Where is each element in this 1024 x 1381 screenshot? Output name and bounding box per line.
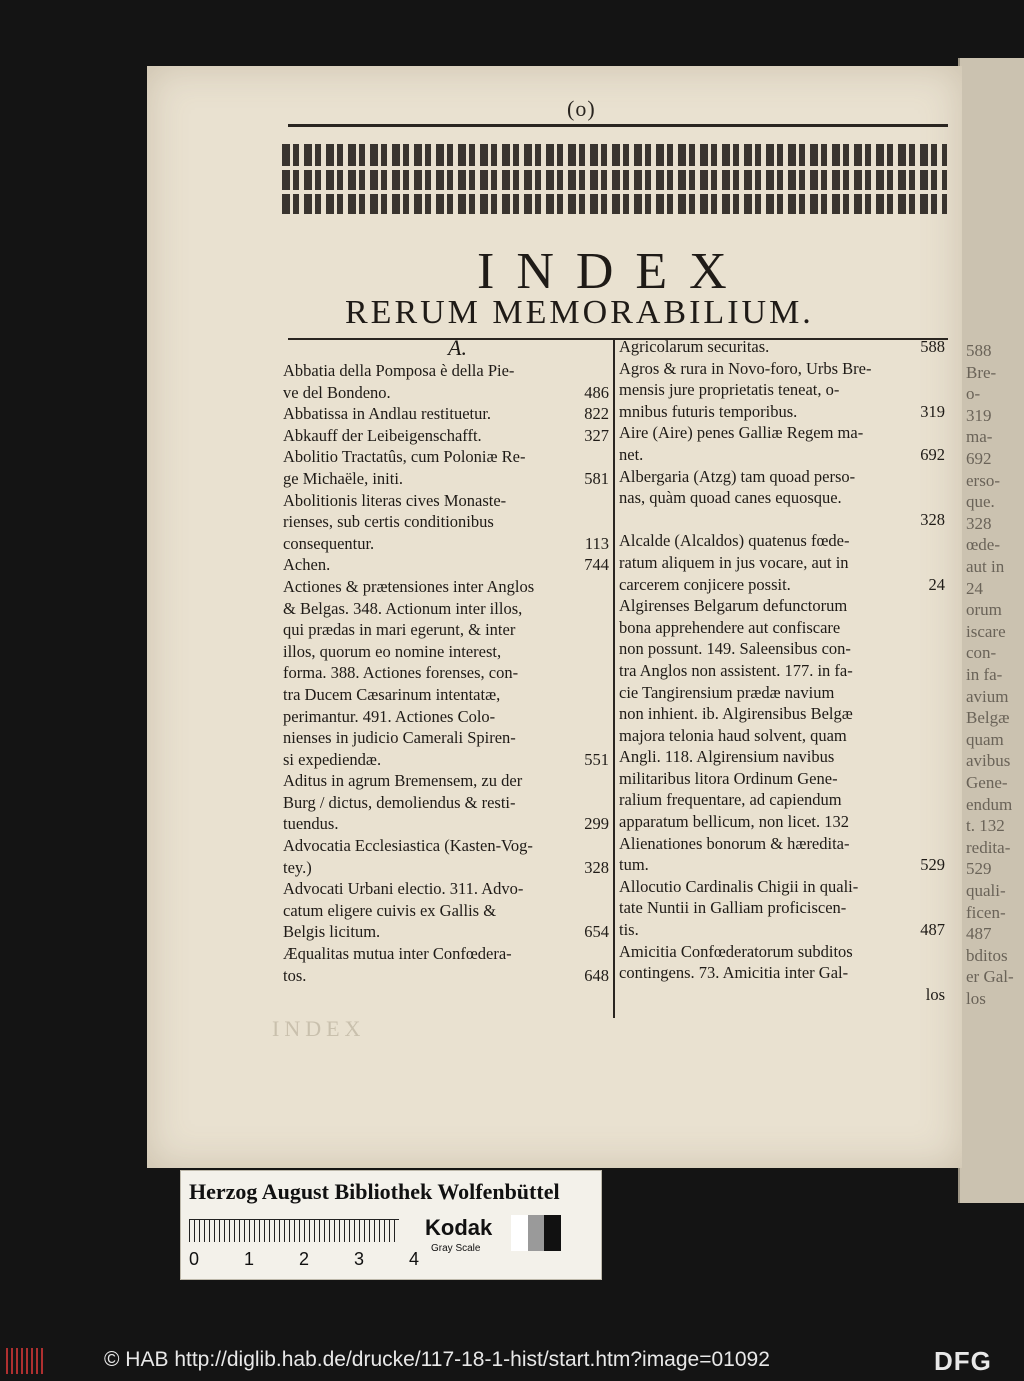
index-entry-line <box>619 660 945 682</box>
entry-text: Agros & rura in Novo-foro, Urbs Bre- <box>619 358 872 378</box>
entry-text: Algirenses Belgarum defunctorum <box>619 596 848 616</box>
facing-page-text: redita- <box>966 837 1011 857</box>
page-number <box>603 706 609 728</box>
page-number: 822 <box>584 404 609 424</box>
entry-text: Abbatia della Pomposa è della Pie- <box>283 361 515 380</box>
facing-page-text: 24 <box>966 578 983 598</box>
entry-text: Actiones & prætensiones inter Anglos <box>283 576 535 596</box>
gray-swatch <box>528 1215 545 1251</box>
index-entry-line <box>619 833 945 855</box>
index-entry-line <box>619 638 945 660</box>
entry-text: Amicitia Confœderatorum subditos <box>619 941 853 961</box>
entry-text: tey.) <box>283 857 312 877</box>
entry-text: Abolitio Tractatûs, cum Poloniæ Re- <box>283 447 526 467</box>
index-entry-line <box>283 554 609 576</box>
page-number <box>939 466 945 488</box>
page-number <box>603 598 609 620</box>
dfg-logo: DFG <box>934 1346 992 1376</box>
entry-text: Aire (Aire) penes Galliæ Regem ma- <box>619 423 864 443</box>
index-entry-line <box>283 425 609 447</box>
ruler-ticks <box>189 1249 419 1270</box>
index-entry-line <box>619 466 945 488</box>
page-number: 551 <box>584 749 609 769</box>
entry-text: qui prædas in mari egerunt, & inter <box>283 620 516 640</box>
column-divider <box>613 338 615 1018</box>
entry-text: Abkauff der Leibeigenschafft. <box>283 425 482 445</box>
page-number: 299 <box>584 814 609 834</box>
entry-text: illos, quorum eo nomine interest, <box>283 641 502 661</box>
ruler-tick-label: 4 <box>408 1249 419 1269</box>
page-number <box>939 358 945 380</box>
facing-page-text: aut in <box>966 557 1005 576</box>
header-rule <box>288 124 948 127</box>
entry-text: si expediendæ. <box>283 749 382 769</box>
page-number: los <box>925 984 945 1004</box>
page-number: 529 <box>920 855 945 875</box>
index-entry-line <box>619 876 945 898</box>
index-entry-line <box>619 336 945 358</box>
entry-text: consequentur. <box>283 533 375 553</box>
index-entry-line <box>619 919 945 941</box>
index-entry-line <box>619 530 945 552</box>
index-entry-line <box>619 379 945 401</box>
kodak-logo: Kodak <box>425 1215 493 1240</box>
index-entry-line <box>283 792 609 814</box>
page-number <box>939 682 945 704</box>
facing-page-text: ma- <box>966 427 993 447</box>
facing-page-text: ficen- <box>966 902 1006 922</box>
index-entry-line <box>619 682 945 704</box>
facing-page-text: 319 <box>966 405 992 425</box>
entry-text: tate Nuntii in Galliam proficiscen- <box>619 898 847 918</box>
source-url[interactable]: © HAB http://diglib.hab.de/drucke/117-18-1-hist/start.htm?image=01092 <box>104 1348 770 1371</box>
entry-text: tos. <box>283 965 307 985</box>
entry-text: Advocati Urbani electio. 311. Advo- <box>283 879 524 899</box>
index-column-right <box>619 336 945 1005</box>
entry-text: nienses in judicio Camerali Spiren- <box>283 728 516 748</box>
page-number: 327 <box>584 425 609 445</box>
entry-text: forma. 388. Actiones forenses, con- <box>283 663 519 683</box>
entry-text: tuendus. <box>283 814 339 834</box>
page-number <box>939 703 945 725</box>
page-number: 486 <box>584 382 609 402</box>
index-entry-line <box>619 509 945 531</box>
page-number: 24 <box>928 574 945 594</box>
index-entry-line <box>619 768 945 790</box>
entry-text: nas, quàm quoad canes equosque. <box>619 488 842 508</box>
gray-swatch <box>544 1215 561 1251</box>
letter-heading: A. <box>448 335 467 360</box>
index-entry-line <box>283 943 609 965</box>
index-entry-line <box>283 749 609 771</box>
entry-text: tra Ducem Cæsarinum intentatæ, <box>283 684 501 704</box>
page-number <box>603 727 609 749</box>
index-entry-line <box>283 900 609 922</box>
entry-text: ratum aliquem in jus vocare, aut in <box>619 552 849 572</box>
entry-text: contingens. 73. Amicitia inter Gal- <box>619 963 849 983</box>
entry-text: catum eligere cuivis ex Gallis & <box>283 900 497 920</box>
index-entry-line <box>283 403 609 425</box>
entry-text: rienses, sub certis conditionibus <box>283 512 494 532</box>
index-entry-line <box>283 533 609 555</box>
entry-text: Alcalde (Alcaldos) quatenus fœde- <box>619 531 850 551</box>
index-entry-line <box>283 857 609 879</box>
entry-text: tum. <box>619 855 649 875</box>
index-entry-line <box>619 552 945 574</box>
entry-text: Advocatia Ecclesiastica (Kasten-Vog- <box>283 836 533 856</box>
gray-scale-label: Gray Scale <box>431 1243 481 1254</box>
index-entry-line <box>283 641 609 663</box>
facing-page-text: 487 <box>966 924 992 944</box>
entry-text: non inhient. ib. Algirensibus Belgæ <box>619 704 853 724</box>
facing-page-text: 529 <box>966 859 992 879</box>
entry-text: Agricolarum securitas. <box>619 337 770 356</box>
facing-page-text: Bre- <box>966 362 997 382</box>
page-number: 328 <box>584 857 609 877</box>
entry-text: tis. <box>619 920 639 940</box>
facing-page-text: Gene- <box>966 773 1008 792</box>
entry-text: ve del Bondeno. <box>283 382 391 402</box>
page-number: 744 <box>584 555 609 575</box>
entry-text: Belgis licitum. <box>283 922 381 942</box>
index-column-left <box>283 336 609 986</box>
viewer-footer <box>0 1342 1024 1381</box>
page-number <box>603 576 609 598</box>
entry-text: carcerem conjicere possit. <box>619 574 791 594</box>
index-entry-line <box>283 878 609 900</box>
facing-page-text: avibus <box>966 751 1011 771</box>
facing-page-text: quam <box>966 729 1004 749</box>
index-entry-line <box>283 446 609 468</box>
page-number <box>939 552 945 574</box>
index-entry-line <box>283 921 609 943</box>
page-folio: (o) <box>567 96 596 121</box>
ornament-band-icon <box>282 144 947 214</box>
index-entry-line <box>619 595 945 617</box>
entry-text: non possunt. 149. Saleensibus con- <box>619 639 851 659</box>
entry-text: net. <box>619 444 644 464</box>
entry-text: mnibus futuris temporibus. <box>619 401 798 421</box>
entry-text: bona apprehendere aut confiscare <box>619 617 841 637</box>
index-entry-line <box>619 401 945 423</box>
index-entry-line <box>283 576 609 598</box>
page-number <box>939 595 945 617</box>
page-number: 588 <box>920 337 945 356</box>
index-entry-line <box>283 468 609 490</box>
page-number: 648 <box>584 965 609 985</box>
page-number <box>603 900 609 922</box>
facing-page-text: los <box>966 989 986 1008</box>
facing-page-text: 328 <box>966 513 992 533</box>
facing-page-text: in fa- <box>966 665 1003 684</box>
page-number <box>939 660 945 682</box>
page-number <box>939 833 945 855</box>
page-number <box>939 379 945 401</box>
page-number <box>939 638 945 660</box>
entry-text: majora telonia haud solvent, quam <box>619 725 847 745</box>
page-number <box>939 789 945 811</box>
facing-page-text: t. 132 <box>966 816 1005 836</box>
color-calibration-card <box>180 1170 602 1280</box>
page-number <box>603 770 609 792</box>
index-entry-line <box>619 703 945 725</box>
index-entry-line <box>283 835 609 857</box>
index-entry-line <box>619 811 945 833</box>
ruler-tick-label: 3 <box>353 1249 364 1269</box>
index-entry-line <box>619 422 945 444</box>
barcode-icon <box>6 1348 46 1374</box>
index-entry-line <box>619 574 945 596</box>
index-entry-line <box>619 897 945 919</box>
page-number <box>603 662 609 684</box>
facing-page-text: Belgæ <box>966 708 1010 728</box>
page-number <box>939 746 945 768</box>
index-entry-line <box>619 746 945 768</box>
entry-text: Abbatissa in Andlau restituetur. <box>283 404 492 424</box>
index-entry-line <box>619 444 945 466</box>
page-number <box>939 725 945 747</box>
gray-swatch <box>511 1215 528 1251</box>
page-number <box>939 876 945 898</box>
ruler-tick-label: 1 <box>243 1249 254 1269</box>
entry-text: mensis jure proprietatis teneat, o- <box>619 380 840 400</box>
facing-page-fragment <box>958 58 1024 1203</box>
page-number <box>603 641 609 663</box>
page-number <box>603 943 609 965</box>
index-entry-line <box>619 617 945 639</box>
ruler-icon <box>189 1219 399 1242</box>
index-entry-line <box>283 965 609 987</box>
facing-page-text: con- <box>966 643 997 663</box>
index-entry-line <box>283 382 609 404</box>
page-number <box>939 422 945 444</box>
page-number <box>603 490 609 512</box>
page-number: 319 <box>920 401 945 421</box>
index-entry-line <box>283 684 609 706</box>
index-entry-line <box>619 962 945 984</box>
page-number <box>939 897 945 919</box>
facing-page-text: erso- <box>966 470 1000 490</box>
entry-text: & Belgas. 348. Actionum inter illos, <box>283 598 523 618</box>
ruler-tick-label: 0 <box>189 1249 200 1269</box>
index-entry-line <box>619 789 945 811</box>
facing-page-text: er Gal- <box>966 967 1014 987</box>
index-entry-line <box>283 706 609 728</box>
facing-page-text: avium <box>966 686 1009 706</box>
index-entry-line <box>619 854 945 876</box>
entry-text: apparatum bellicum, non licet. 132 <box>619 812 850 832</box>
gray-scale-swatches <box>511 1215 561 1251</box>
page-number <box>603 360 609 382</box>
index-entry-line <box>283 813 609 835</box>
entry-text: militaribus litora Ordinum Gene- <box>619 768 838 788</box>
index-entry-line <box>283 360 609 382</box>
entry-text: ralium frequentare, ad capiendum <box>619 790 842 810</box>
entry-text: Allocutio Cardinalis Chigii in quali- <box>619 876 859 896</box>
page-number <box>603 878 609 900</box>
index-entry-line <box>619 725 945 747</box>
page-number <box>939 962 945 984</box>
page-number <box>939 768 945 790</box>
index-entry-line <box>283 770 609 792</box>
entry-text: Angli. 118. Algirensium navibus <box>619 747 835 767</box>
page-number <box>939 811 945 833</box>
page-number <box>939 487 945 509</box>
page-number: 113 <box>584 533 609 553</box>
library-name: Herzog August Bibliothek Wolfenbüttel <box>189 1179 560 1204</box>
index-entry-line <box>283 619 609 641</box>
page-number: 487 <box>920 920 945 940</box>
index-entry-line <box>619 487 945 509</box>
page-number <box>603 835 609 857</box>
index-entry-line <box>283 727 609 749</box>
catchword: INDEX <box>272 1016 366 1041</box>
facing-page-text: 588 <box>966 341 992 360</box>
facing-page-text: quali- <box>966 881 1006 900</box>
index-entry-line <box>283 598 609 620</box>
page-number <box>939 530 945 552</box>
facing-page-text: o- <box>966 384 981 404</box>
book-page <box>147 66 962 1168</box>
facing-page-text: orum <box>966 600 1002 620</box>
entry-text: Abolitionis literas cives Monaste- <box>283 490 507 510</box>
index-entry-line <box>619 941 945 963</box>
page-number: 328 <box>920 509 945 529</box>
index-entry-line <box>619 358 945 380</box>
index-subtitle: RERUM MEMORABILIUM. <box>345 294 814 331</box>
facing-page-text: bditos <box>966 945 1008 965</box>
index-title: INDEX <box>477 243 749 300</box>
page-number <box>603 684 609 706</box>
index-entry-line <box>619 984 945 1006</box>
index-entry-line <box>283 662 609 684</box>
entry-text: Alienationes bonorum & hæredita- <box>619 833 850 853</box>
page-number <box>603 792 609 814</box>
entry-text: cie Tangirensium prædæ navium <box>619 682 835 702</box>
facing-page-text: 692 <box>966 449 992 468</box>
index-entry-line <box>283 490 609 512</box>
index-entry-line <box>283 511 609 533</box>
ruler-tick-label: 2 <box>298 1249 309 1269</box>
entry-text: Æqualitas mutua inter Confœdera- <box>283 944 512 964</box>
page-number <box>603 446 609 468</box>
facing-page-text: que. <box>966 492 995 512</box>
page-number <box>939 617 945 639</box>
facing-page-text: œde- <box>966 535 1000 555</box>
entry-text: ge Michaële, initi. <box>283 468 404 488</box>
page-number: 581 <box>584 468 609 488</box>
entry-text: perimantur. 491. Actiones Colo- <box>283 706 496 726</box>
entry-text: Aditus in agrum Bremensem, zu der <box>283 771 523 791</box>
facing-page-text: endum <box>966 794 1013 814</box>
entry-text: Achen. <box>283 555 331 575</box>
entry-text: tra Anglos non assistent. 177. in fa- <box>619 660 853 680</box>
page-number <box>939 941 945 963</box>
page-number: 654 <box>584 922 609 942</box>
entry-text: Albergaria (Atzg) tam quoad perso- <box>619 466 856 486</box>
facing-page-text: iscare <box>966 621 1006 641</box>
page-number <box>603 511 609 533</box>
page-number: 692 <box>920 444 945 464</box>
page-number <box>603 619 609 641</box>
entry-text: Burg / dictus, demoliendus & resti- <box>283 792 516 812</box>
